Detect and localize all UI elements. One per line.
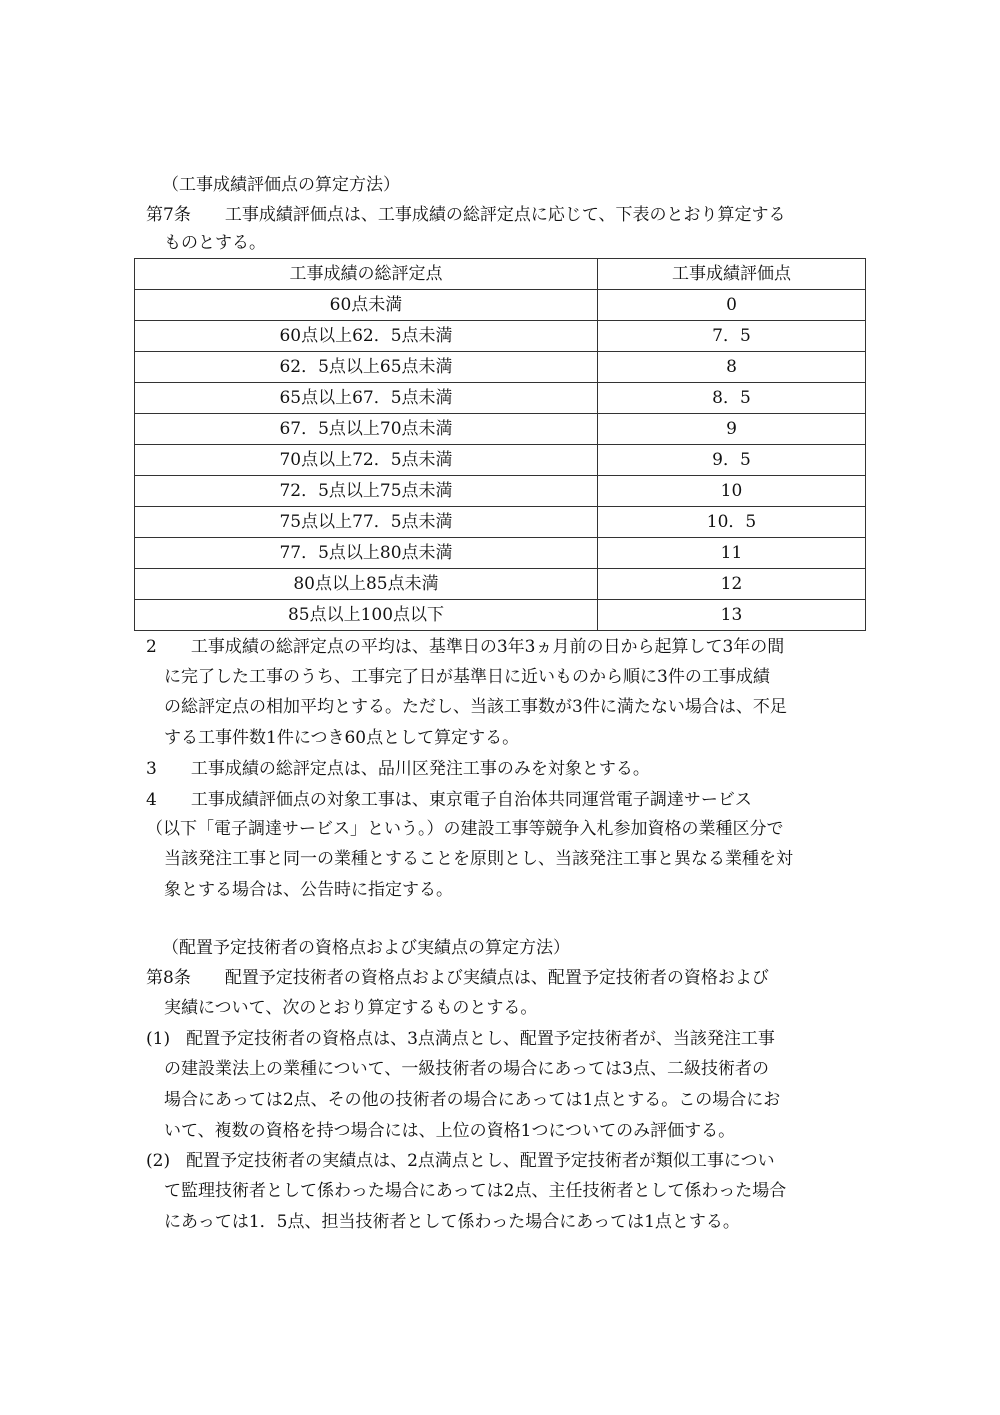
article-7-label: 第7条 [146,205,191,225]
table-row [135,414,866,445]
table-row [135,507,866,538]
paragraph-number: 4 [146,790,157,810]
table-cell: 65点以上67．5点未満 [135,383,598,414]
item-text-line: 場合にあっては2点、その他の技術者の場合にあっては1点とする。この場合にお [164,1090,781,1110]
table-row [135,445,866,476]
table-cell: 9．5 [598,445,866,476]
table-cell: 12 [598,569,866,600]
article-8-label: 第8条 [146,968,191,988]
paragraph-text-line: 工事成績の総評定点は、品川区発注工事のみを対象とする。 [190,759,650,779]
column-header: 工事成績の総評定点 [135,259,598,290]
table-row [135,290,866,321]
item-2-first-line [146,1150,775,1172]
article-7-heading: （工事成績評価点の算定方法） [162,175,400,195]
table-cell: 11 [598,538,866,569]
table-cell: 75点以上77．5点未満 [135,507,598,538]
table-cell: 10．5 [598,507,866,538]
paragraph-text-line: する工事件数1件につき60点として算定する。 [164,728,520,748]
table-row [135,476,866,507]
table-cell: 13 [598,600,866,631]
item-text-line: にあっては1．5点、担当技術者として係わった場合にあっては1点とする。 [164,1212,740,1232]
table-cell: 60点未満 [135,290,598,321]
article-7-first-line [146,204,786,226]
table-cell: 7．5 [598,321,866,352]
table-row [135,352,866,383]
item-text-line: いて、複数の資格を持つ場合には、上位の資格1つについてのみ評価する。 [164,1121,736,1141]
item-text-line: て監理技術者として係わった場合にあっては2点、主任技術者として係わった場合 [164,1181,787,1201]
column-header: 工事成績評価点 [598,259,866,290]
paragraph-text-line: に完了した工事のうち、工事完了日が基準日に近いものから順に3件の工事成績 [164,667,770,687]
table-cell: 60点以上62．5点未満 [135,321,598,352]
table-cell: 62．5点以上65点未満 [135,352,598,383]
paragraph-text-line: 工事成績の総評定点の平均は、基準日の3年3ヵ月前の日から起算して3年の間 [190,637,785,657]
article-7-text-line: 工事成績評価点は、工事成績の総評定点に応じて、下表のとおり算定する [224,205,786,225]
table-cell: 70点以上72．5点未満 [135,445,598,476]
paragraph-number: 3 [146,759,157,779]
table-cell: 67．5点以上70点未満 [135,414,598,445]
table-cell: 8 [598,352,866,383]
paragraph-text-line: 象とする場合は、公告時に指定する。 [164,880,453,900]
score-table [134,258,866,631]
paragraph-text-line: 工事成績評価点の対象工事は、東京電子自治体共同運営電子調達サービス [190,790,752,810]
article-7-text-line: ものとする。 [164,233,266,253]
table-cell: 72．5点以上75点未満 [135,476,598,507]
paragraph-4-first-line [146,789,752,811]
table-cell: 77．5点以上80点未満 [135,538,598,569]
paragraph-text-line: 当該発注工事と同一の業種とすることを原則とし、当該発注工事と異なる業種を対 [164,849,793,869]
paragraph-number: 2 [146,637,157,657]
table-row [135,538,866,569]
table-cell: 8．5 [598,383,866,414]
paragraph-text-line: の総評定点の相加平均とする。ただし、当該工事数が3件に満たない場合は、不足 [164,697,787,717]
item-number: (2) [146,1151,171,1171]
table-row [135,600,866,631]
table-row [135,383,866,414]
table-row [135,321,866,352]
table-cell: 80点以上85点未満 [135,569,598,600]
paragraph-2-first-line [146,636,784,658]
table-cell: 85点以上100点以下 [135,600,598,631]
item-1-first-line [146,1028,775,1050]
item-text-line: 配置予定技術者の実績点は、2点満点とし、配置予定技術者が類似工事につい [186,1151,775,1171]
table-cell: 9 [598,414,866,445]
paragraph-text-line: （以下「電子調達サービス」という。）の建設工事等競争入札参加資格の業種区分で [146,819,784,839]
paragraph-3-first-line [146,758,650,780]
table-header-row [135,259,866,290]
article-8-heading: （配置予定技術者の資格点および実績点の算定方法） [162,938,570,958]
item-text-line: の建設業法上の業種について、一級技術者の場合にあっては3点、二級技術者の [164,1059,769,1079]
article-8-text-line: 配置予定技術者の資格点および実績点は、配置予定技術者の資格および [224,968,769,988]
article-8-first-line [146,967,769,989]
item-text-line: 配置予定技術者の資格点は、3点満点とし、配置予定技術者が、当該発注工事 [186,1029,775,1049]
article-8-text-line: 実績について、次のとおり算定するものとする。 [164,998,538,1018]
item-number: (1) [146,1029,171,1049]
table-cell: 0 [598,290,866,321]
table-cell: 10 [598,476,866,507]
table-row [135,569,866,600]
